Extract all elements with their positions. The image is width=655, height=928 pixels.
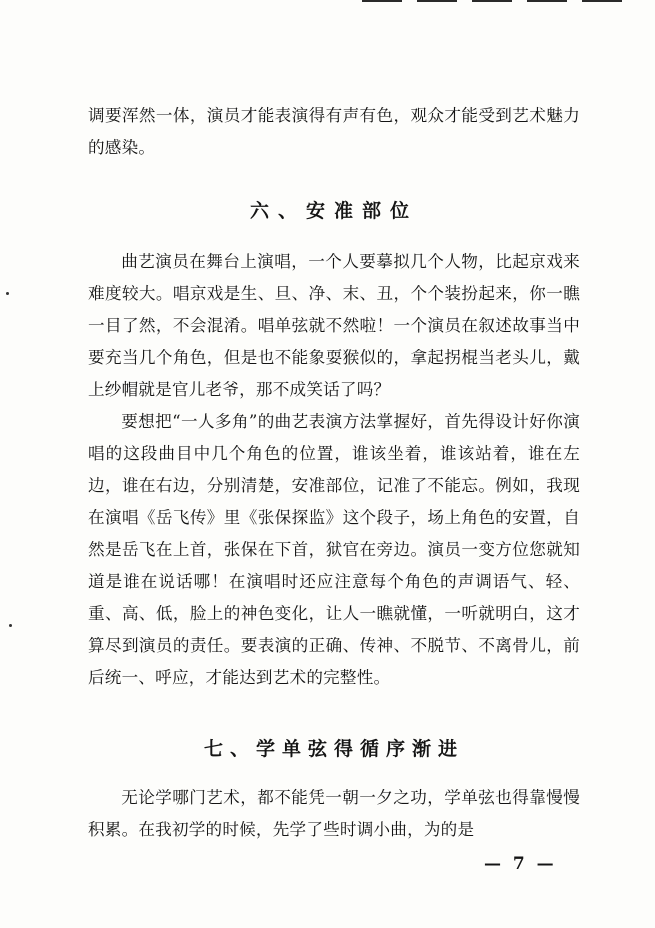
header-rule (417, 0, 457, 2)
header-rule (582, 0, 622, 2)
section-heading-7: 七、学单弦得循序渐进 (203, 738, 464, 760)
page-number: — 7 — (484, 854, 557, 874)
header-rule (472, 0, 512, 2)
scan-speck (6, 292, 9, 295)
scan-speck (9, 624, 12, 627)
paragraph: 曲艺演员在舞台上演唱，一个人要摹拟几个人物，比起京戏来难度较大。唱京戏是生、旦、净、末、丑，个个装扮起来，你一瞧一目了然，不会混淆。唱单弦就不然啦！一个演员在叙述故事当中要充当几个角色，但是也不能象耍猴似的，拿起拐棍当老头儿，戴上纱帽就是官儿老爷，那不成笑话了吗？ (88, 252, 580, 399)
paragraph-continued: 调要浑然一体，演员才能表演得有声有色，观众才能受到艺术魅力的感染。 (88, 106, 580, 157)
header-rule (362, 0, 402, 2)
section-heading-6: 六、安准部位 (249, 200, 418, 222)
header-rule (527, 0, 567, 2)
paragraph: 无论学哪门艺术，都不能凭一朝一夕之功，学单弦也得靠慢慢积累。在我初学的时候，先学了些时调小曲，为的是 (88, 788, 580, 839)
paragraph: 要想把“一人多角”的曲艺表演方法掌握好，首先得设计好你演唱的这段曲目中几个角色的位置，谁该坐着，谁该站着，谁在左边，谁在右边，分别清楚，安准部位，记准了不能忘。例如，我现在演唱《岳飞传》里《张保探监》这个段子，场上角色的安置，自然是岳飞在上首，张保在下首，狱官在旁边。演员一变方位您就知道是谁在说话哪！在演唱时还应注意每个角色的声调语气、轻、重、高、低，脸上的神色变化，让人一瞧就懂，一听就明白，这才算尽到演员的责任。要表演的正确、传神、不脱节、不离骨儿，前后统一、呼应，才能达到艺术的完整性。 (88, 412, 580, 687)
